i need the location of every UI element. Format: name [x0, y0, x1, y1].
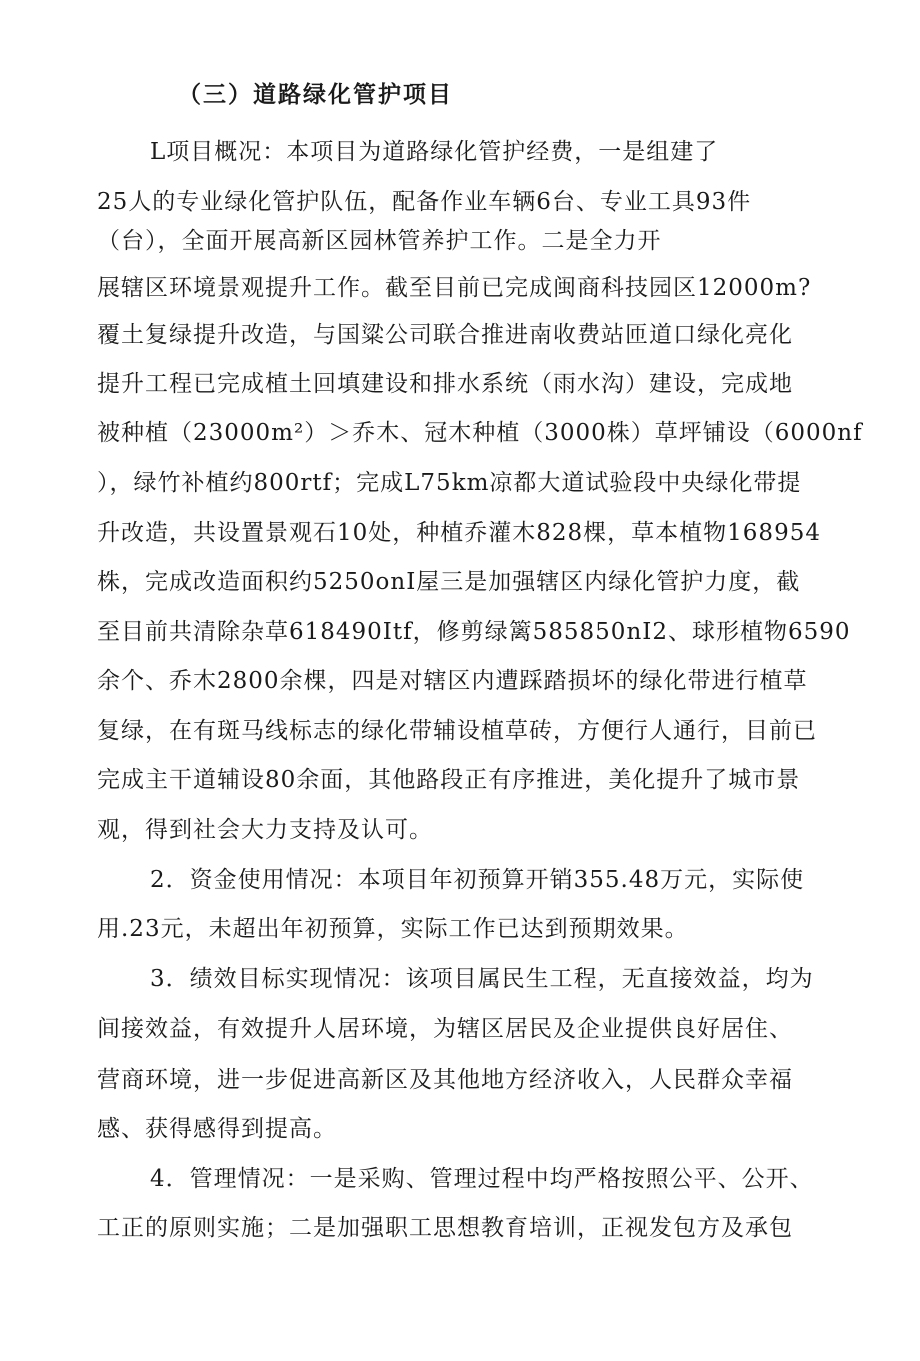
paragraph-line: 工正的原则实施；二是加强职工思想教育培训，正视发包方及承包 — [97, 1215, 793, 1241]
paragraph-line: 观，得到社会大力支持及认可。 — [97, 817, 433, 843]
paragraph-line: 2．资金使用情况：本项目年初预算开销355.48万元，实际使 — [150, 867, 805, 893]
paragraph-line: 覆土复绿提升改造，与国粱公司联合推进南收费站匝道口绿化亮化 — [97, 322, 793, 348]
section-heading: （三）道路绿化管护项目 — [178, 81, 453, 108]
paragraph-line: 完成主干道辅设80余面，其他路段正有序推进，美化提升了城市景 — [97, 767, 801, 793]
paragraph-line: 25人的专业绿化管护队伍，配备作业车辆6台、专业工具93件 — [97, 189, 752, 215]
paragraph-line: 感、获得感得到提高。 — [97, 1116, 337, 1142]
paragraph-line: 4．管理情况：一是采购、管理过程中均严格按照公平、公开、 — [150, 1166, 814, 1192]
paragraph-line: 复绿，在有斑马线标志的绿化带辅设植草砖，方便行人通行，目前已 — [97, 718, 817, 744]
paragraph-line: 3．绩效目标实现情况：该项目属民生工程，无直接效益，均为 — [150, 966, 814, 992]
paragraph-line: （台），全面开展高新区园林管养护工作。二是全力开 — [97, 228, 662, 254]
paragraph-line: 用.23元，未超出年初预算，实际工作已达到预期效果。 — [97, 916, 689, 942]
paragraph-line: 间接效益，有效提升人居环境，为辖区居民及企业提供良好居住、 — [97, 1016, 793, 1042]
paragraph-line: 株，完成改造面积约5250onI屋三是加强辖区内绿化管护力度，截 — [97, 569, 801, 595]
paragraph-line: 营商环境，进一步促进高新区及其他地方经济收入，人民群众幸福 — [97, 1067, 793, 1093]
paragraph-line: 至目前共清除杂草618490Itf，修剪绿篱585850nI2、球形植物6590 — [97, 619, 851, 645]
paragraph-line: 提升工程已完成植土回填建设和排水系统（雨水沟）建设，完成地 — [97, 371, 793, 397]
paragraph-line: L项目概况：本项目为道路绿化管护经费，一是组建了 — [150, 139, 719, 165]
paragraph-line: 被种植（23000m²）＞乔木、冠木种植（3000株）草坪铺设（6000nf — [97, 420, 863, 446]
paragraph-line: 升改造，共设置景观石10处，种植乔灌木828棵，草本植物168954 — [97, 520, 821, 546]
paragraph-line: 展辖区环境景观提升工作。截至目前已完成闽商科技园区12000m? — [97, 275, 812, 301]
paragraph-line: ），绿竹补植约800rtf；完成L75km凉都大道试验段中央绿化带提 — [97, 470, 802, 496]
paragraph-line: 余个、乔木2800余棵，四是对辖区内遭踩踏损坏的绿化带进行植草 — [97, 668, 808, 694]
